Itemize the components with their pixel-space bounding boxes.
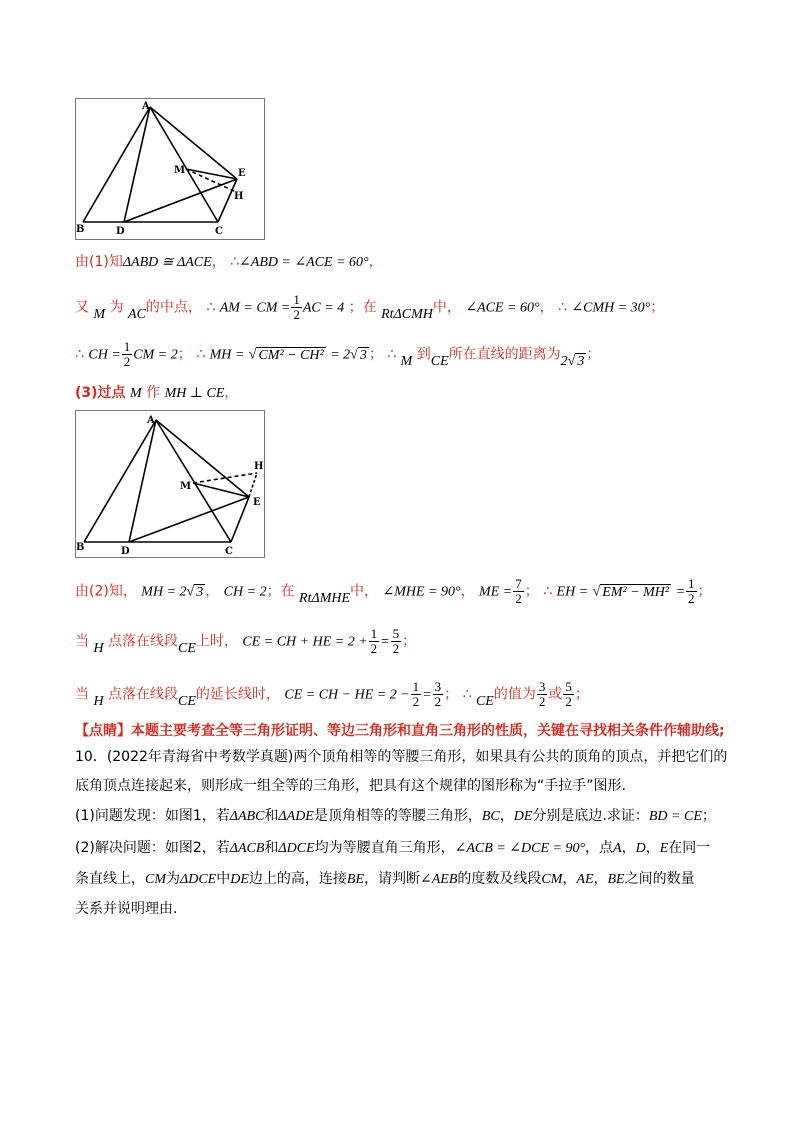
problem-10-part-2-line-2	[75, 869, 695, 890]
text: ；	[524, 583, 539, 600]
therefore-symbol: ∴	[558, 299, 567, 316]
math: CM	[541, 872, 563, 887]
fraction-denominator: 2	[688, 591, 695, 606]
math: AC	[128, 306, 146, 322]
math: E	[659, 841, 669, 856]
text: 均为等腰直角三角形，	[314, 840, 455, 856]
fraction-denominator: 2	[538, 694, 546, 709]
fig1-label-d: D	[116, 226, 125, 237]
text: ；	[586, 346, 601, 363]
figure-2-diagram	[76, 411, 264, 557]
math: RtΔCMH	[381, 306, 433, 322]
fraction-denominator: 2	[123, 354, 131, 369]
text: ，	[499, 808, 514, 824]
text: ；在	[266, 583, 295, 600]
figure-1-diagram	[76, 99, 264, 239]
solution-line-7	[75, 680, 589, 709]
text: ，	[562, 871, 577, 887]
math: =	[675, 584, 686, 600]
text: ；在	[348, 299, 377, 316]
text: 的中点，	[145, 299, 202, 316]
text: ；	[574, 686, 589, 703]
fraction-numerator: 1	[123, 339, 131, 354]
fraction-denominator: 2	[392, 641, 400, 656]
math: ∠ACE = 60°	[465, 300, 540, 316]
fig1-label-b: B	[76, 224, 85, 235]
text: ，	[539, 299, 554, 316]
fig2-label-c: C	[225, 546, 233, 557]
fraction-numerator: 1	[293, 292, 300, 307]
text: 点落在线段	[108, 686, 179, 703]
therefore-symbol: ∴	[75, 346, 84, 363]
text: 为	[166, 871, 180, 887]
math: EH =	[556, 584, 589, 600]
fraction-numerator: 1	[412, 679, 420, 694]
math: BC	[481, 809, 500, 824]
math: DE	[230, 872, 249, 887]
fig1-label-h: H	[234, 191, 244, 202]
fig1-label-m: M	[174, 165, 186, 176]
math: ΔACB	[229, 841, 265, 856]
text: 又	[75, 299, 89, 316]
problem-10-line-1: 10．(2022年青海省中考数学真题)两个顶角相等的等腰三角形，如果具有公共的顶角的顶点，并把它们的	[75, 749, 728, 765]
solution-line-4	[75, 383, 238, 404]
math: CM = 2	[133, 347, 178, 363]
text: 到	[416, 346, 431, 363]
fraction-denominator: 2	[565, 694, 572, 709]
fraction-numerator: 3	[538, 679, 546, 694]
figure-2	[75, 410, 265, 558]
math: ΔABD ≅ ΔACE	[122, 255, 212, 270]
fig2-label-d: D	[121, 546, 130, 557]
fraction-denominator: 2	[434, 694, 442, 709]
solution-line-3: ∴ CH = $\frac{1}{2}$ CM = 2； ∴ MH = √ CM² − CH² = 2√ 3 ； ∴ M 到CE所在直线的距离为2√ 3 ；	[75, 339, 601, 369]
fig1-label-a: A	[142, 101, 150, 112]
math: ΔDCE	[278, 841, 315, 856]
math: H	[93, 693, 104, 709]
solution-line-2	[75, 293, 664, 322]
text: 当	[75, 686, 89, 703]
math: ∠AEB	[420, 872, 458, 887]
text: ；	[444, 686, 459, 703]
fraction-denominator: 2	[515, 591, 522, 606]
math: = 2	[330, 347, 351, 363]
text: 的度数及线段	[457, 871, 542, 887]
math: ∠CMH = 30°	[571, 300, 651, 316]
math: =	[380, 634, 390, 650]
key-point-text: 本题主要考查全等三角形证明、等边三角形和直角三角形的性质，关键在寻找相关条件作辅助线;	[131, 723, 725, 739]
fraction-numerator: 1	[688, 576, 695, 591]
text: ，点	[585, 840, 614, 856]
math: D	[635, 841, 646, 856]
problem-10-part-2-line-3: 关系并说明理由.	[75, 901, 178, 917]
math: ΔABC	[229, 809, 265, 824]
fig2-label-a: A	[147, 415, 155, 426]
text: ；	[650, 299, 665, 316]
key-point-line	[75, 721, 725, 741]
text: (3)过点	[75, 385, 126, 401]
math: MH ⊥ CE	[164, 386, 225, 401]
text: ，	[211, 254, 226, 270]
math: DE	[513, 809, 533, 824]
math: CE	[178, 693, 196, 709]
math-radicand: EM² − MH²	[602, 584, 670, 600]
text: 为	[109, 299, 124, 316]
math: AE	[576, 872, 594, 887]
fig1-label-e: E	[238, 168, 246, 179]
math: ΔADE	[278, 809, 314, 824]
problem-10-part-1	[75, 806, 716, 827]
text: 是顶角相等的等腰三角形，	[313, 808, 482, 824]
math: CH =	[88, 347, 121, 363]
solution-line-5: 由(2)知， MH = 2√ 3 ， CH = 2；在 RtΔMHE中， ∠MHE = 90°， ME = $\frac{7}{2}$ ； ∴ EH = √ EM² − MH² = $\frac{1}{2}$ ；	[75, 576, 712, 606]
text: 点落在线段	[108, 633, 179, 650]
text: 中	[216, 871, 231, 887]
fraction-numerator: 7	[515, 576, 522, 591]
figure-1	[75, 98, 265, 240]
text: (1)问题发现：如图1，若	[75, 808, 230, 824]
math: 2	[560, 353, 568, 369]
math: CE	[430, 353, 449, 369]
math-radicand: 3	[577, 353, 585, 369]
text: 分别是底边.求证：	[532, 808, 649, 824]
text: 边上的高，连接	[248, 871, 347, 887]
problem-10-part-2-line-1	[75, 838, 710, 859]
text: 由(2)知，	[75, 583, 137, 600]
math-radicand: CM² − CH²	[258, 347, 324, 363]
fig2-label-h: H	[254, 461, 264, 472]
fraction-numerator: 5	[565, 679, 572, 694]
text: 作	[146, 385, 161, 401]
text: ；	[368, 346, 383, 363]
math: MH = 2	[141, 584, 187, 600]
math: AM = CM =	[219, 300, 291, 316]
therefore-symbol: ∴	[230, 254, 240, 270]
text: 和	[264, 808, 279, 824]
math: RtΔMHE	[299, 590, 351, 606]
fig1-label-c: C	[215, 226, 223, 237]
text: ；	[402, 633, 417, 650]
math: ΔDCE	[180, 872, 217, 887]
text: ，	[224, 385, 239, 401]
text: 中，	[350, 583, 379, 600]
text: ；	[697, 583, 712, 600]
text: ，	[645, 840, 660, 856]
text: 的值为	[493, 686, 536, 703]
therefore-symbol: ∴	[543, 583, 553, 600]
math: ∠ACB = ∠DCE = 90°	[454, 841, 586, 856]
math: M	[130, 386, 142, 401]
text: ，	[205, 583, 220, 600]
text: 或	[548, 686, 563, 703]
fraction-numerator: 3	[434, 679, 442, 694]
math: ME =	[479, 584, 513, 600]
math: CM	[145, 872, 166, 887]
text: 在同一	[668, 840, 711, 856]
fraction-denominator: 2	[293, 307, 300, 322]
math: MH =	[209, 347, 245, 363]
math: AC = 4	[302, 300, 345, 316]
math: BE	[607, 872, 625, 887]
fig2-label-b: B	[76, 542, 85, 553]
math-radicand: 3	[196, 584, 204, 600]
text: ；	[177, 346, 192, 363]
math: CE	[178, 640, 196, 656]
text: ；	[701, 808, 716, 824]
math: CH = 2	[223, 584, 267, 600]
fig2-label-e: E	[253, 497, 261, 508]
text: 当	[75, 633, 89, 650]
text: ，	[593, 871, 608, 887]
text: (2)解决问题：如图2，若	[75, 840, 230, 856]
math: A	[613, 841, 622, 856]
solution-line-6	[75, 627, 416, 656]
math-radicand: 3	[359, 347, 367, 363]
text: ，请判断	[364, 871, 420, 887]
text: 的延长线时，	[195, 686, 280, 703]
key-point-tag: 【点睛】	[75, 723, 131, 739]
text: 所在直线的距离为	[448, 346, 561, 363]
therefore-symbol: ∴	[206, 299, 216, 316]
fraction-denominator: 2	[370, 641, 378, 656]
math: BD = CE	[648, 809, 702, 824]
math: BE	[346, 872, 364, 887]
math: ∠ABD = ∠ACE = 60°	[239, 255, 369, 270]
text: 中，	[432, 299, 461, 316]
math: CE	[475, 693, 494, 709]
text: 上时，	[195, 633, 238, 650]
math: ∠MHE = 90°	[382, 584, 461, 600]
fraction-denominator: 2	[412, 694, 420, 709]
text: 之间的数量	[624, 871, 695, 887]
text: ，	[621, 840, 636, 856]
fraction-numerator: 1	[370, 626, 378, 641]
math: M	[93, 306, 106, 322]
problem-10-line-2: 底角顶点连接起来，则形成一组全等的三角形，把具有这个规律的图形称为“手拉手”图形.	[75, 778, 626, 794]
text: 由(1)知	[75, 254, 123, 270]
therefore-symbol: ∴	[387, 346, 397, 363]
text: ，	[368, 254, 383, 270]
fraction-numerator: 5	[392, 626, 400, 641]
text: ，	[460, 583, 475, 600]
math: H	[93, 640, 104, 656]
text: 和	[264, 840, 279, 856]
fig2-label-m: M	[180, 481, 192, 492]
therefore-symbol: ∴	[462, 686, 472, 703]
math: CE = CH + HE = 2 +	[242, 634, 368, 650]
text: 条直线上，	[75, 871, 145, 887]
therefore-symbol: ∴	[196, 346, 206, 363]
math: CE = CH − HE = 2 −	[284, 687, 410, 703]
math: M	[400, 353, 413, 369]
math: =	[422, 687, 432, 703]
solution-line-1	[75, 252, 383, 273]
